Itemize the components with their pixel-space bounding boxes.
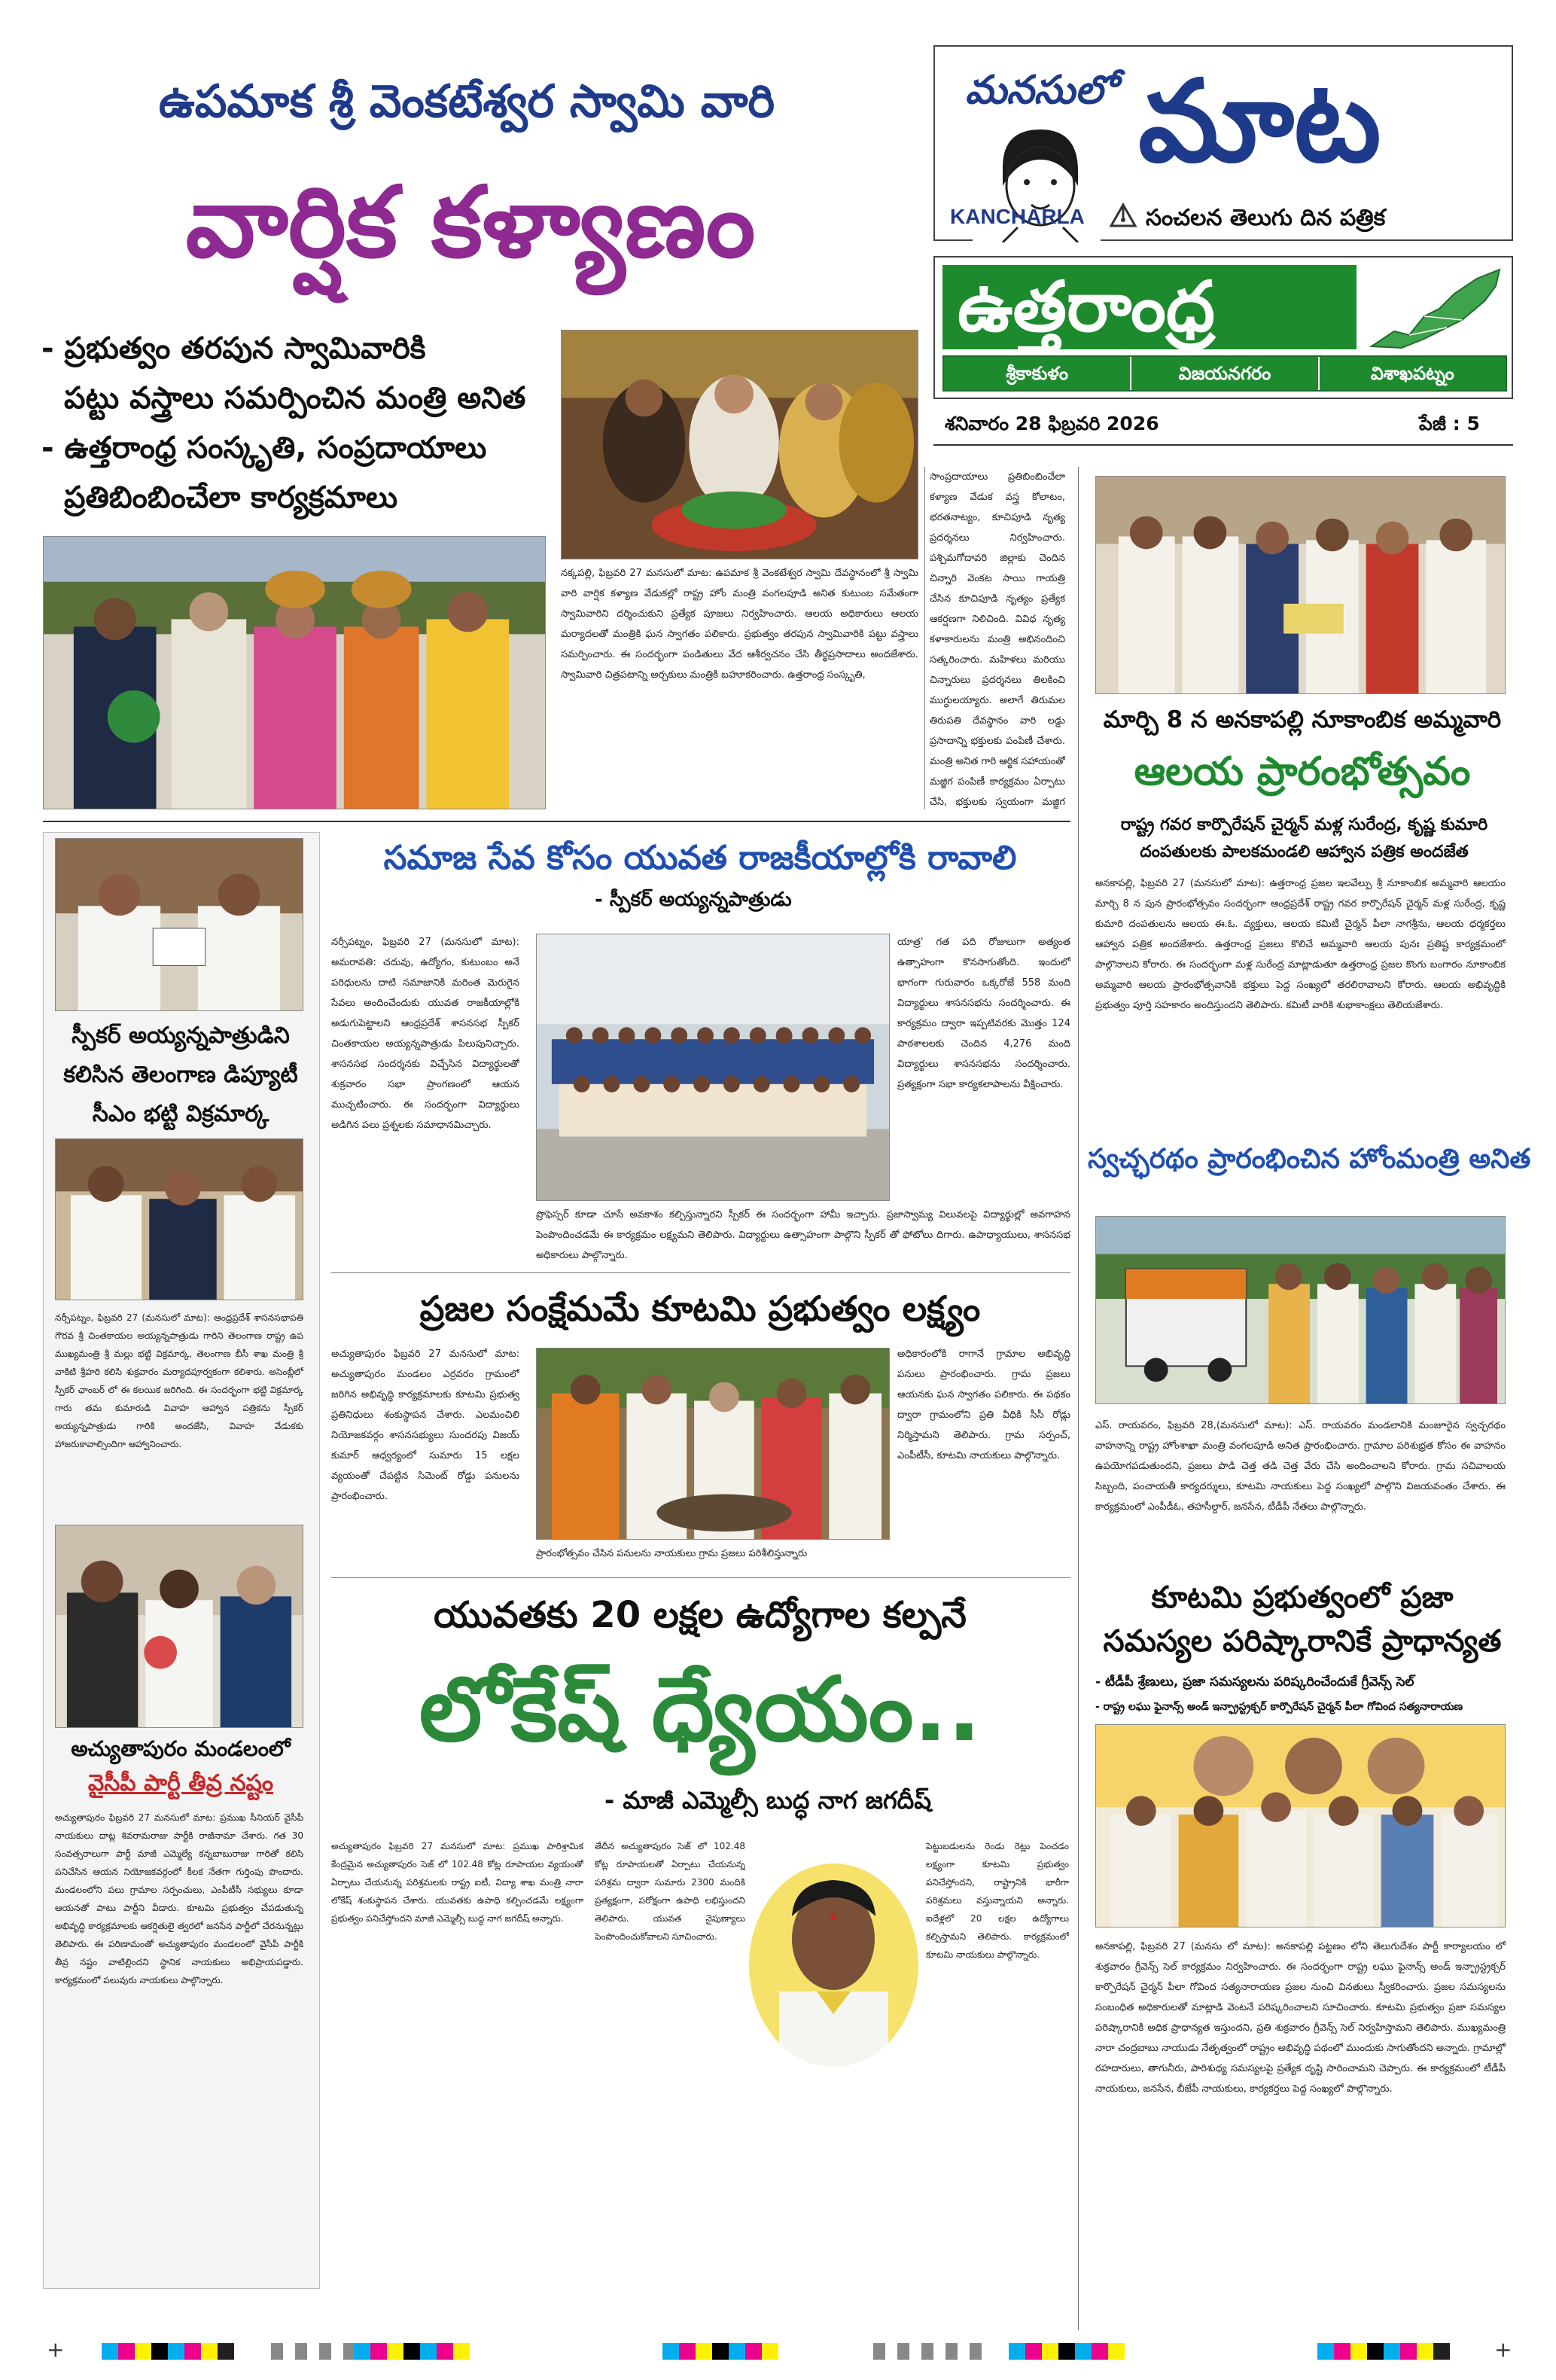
left-body-1: నర్సీపట్నం, ఫిబ్రవరి 27 (మనసులో మాట): ఆంధ్రప్రదేశ్ శాసనసభాపతి గౌరవ శ్రీ చింతకాయల అయ్యన్నపాత్రుడు గారిని తెలంగాణ రాష్ట్ర ఉప ముఖ్యమంత్రి శ్రీ మల్లు భట్టి విక్రమార్క, తెలంగాణ బీసీ శాఖ మంత్రి శ్రీ వాకిటి శ్రీహరి కలిసి శుక్రవారం మర్యాదపూర్వకంగా కలిశారు. అసెంబ్లీలో స్పీకర్ ఛాంబర్ లో ఈ కలయిక జరిగింది. ఈ సందర్భంగా భట్టి విక్రమార్క గారు తమ కుమారుడి వివాహ ఆహ్వాన పత్రికను స్పీకర్ అయ్యన్నపాత్రుడు గారికి అందజేసి, వివాహ వేడుకకు హాజరుకావాల్సిందిగా ఆహ్వానించారు. — [55, 1312, 303, 1449]
district-visakhapatnam: విశాఖపట్నం — [1320, 357, 1506, 390]
center2-photo-caption: ప్రారంభోత్సవం చేసిన పనులను నాయకులు గ్రామ ప్రజలు పరిశీలిస్తున్నారు — [536, 1548, 808, 1559]
left-caption-2b: వైసీపీ పార్టీ తీవ్ర నష్టం — [87, 1770, 274, 1796]
left-caption-2a: అచ్యుతాపురం మండలంలో — [71, 1736, 291, 1761]
center3-headline-2: లోకేష్ ధ్యేయం.. — [419, 1657, 982, 1761]
right-bottom-photo — [1095, 1724, 1506, 1927]
center3-col3: పెట్టుబడులను రెండు రెట్లు పెంచడం లక్ష్యంగా కూటమి ప్రభుత్వం పనిచేస్తోందని, రాష్ట్రానికి భారీగా పరిశ్రమలు వస్తున్నాయని అన్నారు. ఐదేళ్లలో 20 లక్షల ఉద్యోగాలు కల్పిస్తామని తెలిపారు. కార్యక్రమంలో కూటమి నాయకులు పాల్గొన్నారు. — [926, 1841, 1069, 1960]
center2-photo-foundation — [536, 1348, 890, 1540]
center2-body-left: అచ్యుతాపురం ఫిబ్రవరి 27 మనసులో మాట: అచ్యుతాపురం మండలం ఎర్రవరం గ్రామంలో జరిగిన అభివృద్ధి కార్యక్రమాలకు కూటమి ప్రభుత్వ ప్రతినిధులు శంకుస్థాపన చేశారు. ఎలమంచిలి నియోజకవర్గం శాసనసభ్యులు సుందరపు విజయ్ కుమార్ ఆధ్వర్యంలో సుమారు 15 లక్షల వ్యయంతో చేపట్టిన సిమెంట్ రోడ్డు పనులను ప్రారంభించారు. — [331, 1348, 519, 1502]
center3-portrait — [749, 1863, 918, 2067]
district-vizianagaram: విజయనగరం — [1131, 357, 1319, 390]
crop-mark-left: + — [47, 2337, 65, 2362]
center1-photo-students — [536, 934, 890, 1201]
right-top-sub: రాష్ట్ర గవర కార్పొరేషన్ చైర్మన్ మళ్ల సురేంద్ర, కృష్ణ కుమారి దంపతులకు పాలకమండలి ఆహ్వాన పత్రిక అందజేత — [1120, 815, 1488, 861]
right-top-headline: ఆలయ ప్రారంభోత్సవం — [1134, 749, 1471, 794]
right-top-photo — [1095, 476, 1506, 694]
color-bar-1 — [102, 2343, 234, 2360]
masthead-script-line: మనసులో — [965, 68, 1116, 113]
right-column-divider — [1078, 467, 1079, 2330]
center1-headline: సమాజ సేవ కోసం యువత రాజకీయాల్లోకి రావాలి — [383, 839, 1017, 877]
center3-byline: - మాజీ ఎమ్మెల్సీ బుద్ధ నాగ జగదీష్ — [604, 1786, 932, 1815]
lead-kicker: ఉపమాక శ్రీ వెంకటేశ్వర స్వామి వారి — [158, 75, 775, 128]
map-icon — [1364, 264, 1507, 354]
color-bar-7 — [1317, 2343, 1450, 2360]
lead-divider — [924, 467, 925, 809]
right-top-kicker: మార్చి 8 న అనకాపల్లి నూకాంబిక అమ్మవారి — [1103, 706, 1502, 733]
masthead-tagline: సంచలన తెలుగు దిన పత్రిక — [1146, 205, 1386, 231]
center2-headline: ప్రజల సంక్షేమమే కూటమి ప్రభుత్వం లక్ష్యం — [419, 1288, 981, 1329]
lead-photo-ritual — [561, 330, 918, 559]
center1-bottom-rule — [331, 1272, 1070, 1273]
lead-body-col2: సాంప్రదాయాలు ప్రతిబింబించేలా కళ్యాణ వేడుక వస్త్ర కోలాటం, భరతనాట్యం, కూచిపూడి నృత్య ప్రదర్శనలు నిర్వహించారు. పశ్చిమగోదావరి జిల్లాకు చెందిన చిన్నారి వెంకట సాయి గాయత్రి చేసిన కూచిపూడి నృత్యం ప్రత్యేక ఆకర్షణగా నిలిచింది. వివిధ నృత్య కళాకారులను మంత్రి అభినందించి సత్కరించారు. మహిళలు మరియు చిన్నారులు ప్రదర్శనలు తిలకించి ముగ్ధులయ్యారు. అలాగే తిరుమల తిరుపతి దేవస్థానం వారి లడ్డు ప్రసాదాన్ని భక్తులకు పంపిణీ చేశారు. మంత్రి అనిత గారి ఆర్థిక సహాయంతో మజ్జిగ పంపిణీ కార్యక్రమం ఏర్పాటు చేసి, భక్తులకు స్వయంగా మజ్జిగ — [930, 471, 1065, 808]
center1-body-right: యాత్ర' గత పది రోజులుగా అత్యంత ఉత్సాహంగా కొనసాగుతోంది. ఇందులో భాగంగా గురువారం ఒక్కరోజే 558 మంది విద్యార్థులు శాసనసభను సందర్శించారు. ఈ కార్యక్రమం ద్వారా ఇప్పటివరకు మొత్తం 124 పాఠశాలలకు చెందిన 4,276 మంది విద్యార్థులు శాసనసభను సందర్శించారు. ప్రత్యక్షంగా సభా కార్యకలాపాలను వీక్షించారు. — [897, 937, 1070, 1090]
center2-bottom-rule — [331, 1577, 1070, 1578]
district-tabs — [942, 355, 1507, 392]
lead-photo-procession — [43, 536, 546, 809]
right-mid-photo — [1095, 1216, 1506, 1404]
color-bar-6 — [1009, 2343, 1125, 2360]
lead-bottom-rule — [43, 821, 1070, 822]
right-bottom-headline-2: సమస్యల పరిష్కారానికే ప్రాధాన్యత — [1103, 1624, 1502, 1659]
right-bottom-sub-2: - రాష్ట్ర లఘు ఫైనాన్స్ అండ్ ఇన్ఫ్రాస్ట్రక్చర్ కార్పొరేషన్ చైర్మన్ పీలా గోవింద సత్యనారాయణ — [1095, 1701, 1463, 1713]
left-photo-speaker-meeting — [55, 838, 303, 1011]
lead-bullet-4: ప్రతిబింబించేలా కార్యక్రమాలు — [64, 480, 398, 515]
masthead-date-rule — [933, 444, 1513, 446]
lead-bullet-3: - ఉత్తరాంధ్ర సంస్కృతి, సంప్రదాయాలు — [41, 431, 487, 465]
center3-col1: అచ్యుతాపురం ఫిబ్రవరి 27 మనసులో మాట: ప్రముఖ పారిశ్రామిక కేంద్రమైన అచ్యుతాపురం సెజ్ లో 102.48 కోట్ల రూపాయల వ్యయంతో ఏర్పాటు చేయనున్న పరిశ్రమలకు రాష్ట్ర ఐటీ, విద్యా శాఖ మంత్రి నారా లోకేష్ శంకుస్థాపన చేశారు. యువతకు ఉపాధి కల్పించడమే లక్ష్యంగా ప్రభుత్వం పనిచేస్తోందని మాజీ ఎమ్మెల్సీ బుద్ధ నాగ జగదీష్ అన్నారు. — [331, 1841, 583, 1924]
edition-box — [933, 256, 1513, 399]
lead-bullet-1: - ప్రభుత్వం తరపున స్వామివారికి — [41, 331, 426, 366]
pen-nib-icon — [1108, 202, 1138, 229]
right-mid-headline: స్వచ్ఛరథం ప్రారంభించిన హోంమంత్రి అనిత — [1088, 1144, 1531, 1175]
left-caption-1: స్పీకర్ అయ్యన్నపాత్రుడిని కలిసిన తెలంగాణ డిప్యూటీ సీఎం భట్టి విక్రమార్క — [63, 1022, 298, 1127]
center1-byline: - స్పీకర్ అయ్యన్నపాత్రుడు — [595, 888, 792, 911]
masthead-page: పేజీ : 5 — [1419, 413, 1480, 434]
center1-body-left: నర్సీపట్నం, ఫిబ్రవరి 27 (మనసులో మాట): అమరావతి: చదువు, ఉద్యోగం, కుటుంబం అనే పరిధులను దాటి సమాజానికి మరింత మెరుగైన సేవలు అందించేందుకు యువత రాజకీయాల్లోకి అడుగుపెట్టాలని ఆంధ్రప్రదేశ్ శాసనసభ స్పీకర్ చింతకాయల అయ్యన్నపాత్రుడు పిలుపునిచ్చారు. శాసనసభ సందర్శనకు విచ్చేసిన విద్యార్థులతో శుక్రవారం సభా ప్రాంగణంలో ఆయన ముచ్చటించారు. ఈ సందర్భంగా విద్యార్థులు అడిగిన పలు ప్రశ్నలకు సమాధానమిచ్చారు. — [331, 937, 519, 1131]
left-body-2: అచ్యుతాపురం ఫిబ్రవరి 27 మనసులో మాట: ప్రముఖ సీనియర్ వైసీపీ నాయకులు దాట్ల శివరామరాజు పార్టీకి రాజీనామా చేశారు. గత 30 సంవత్సరాలుగా పార్టీ మాజీ ఎమ్మెల్యే కన్నబాబురాజు గారితో కలిసి పనిచేసిన ఆయన నియోజకవర్గంలో కీలక నేతగా గుర్తింపు పొందారు. మండలంలోని పలు గ్రామాల సర్పంచులు, ఎంపీటీసీ సభ్యులు కూడా ఆయనతో పాటు పార్టీని వీడారు. కూటమి ప్రభుత్వం చేపడుతున్న అభివృద్ధి కార్యక్రమాలకు ఆకర్షితులై త్వరలో జనసేన పార్టీలో చేరనున్నట్లు తెలిపారు. ఈ పరిణామంతో అచ్యుతాపురం మండలంలో వైసీపీ పార్టీకి తీవ్ర నష్టం వాటిల్లిందని స్థానిక నాయకులు అభిప్రాయపడ్డారు. కార్యక్రమంలో పలువురు నాయకులు పాల్గొన్నారు. — [55, 1812, 303, 1985]
crop-mark-right: + — [1494, 2337, 1512, 2362]
right-bottom-headline-1: కూటమి ప్రభుత్వంలో ప్రజా — [1151, 1580, 1454, 1615]
masthead-box — [933, 45, 1513, 241]
left-photo-party-join — [55, 1525, 303, 1728]
lead-headline: వార్షిక కళ్యాణం — [185, 165, 756, 279]
masthead-date: శనివారం 28 ఫిబ్రవరి 2026 — [945, 413, 1159, 434]
masthead-person: KANCHARLA — [950, 205, 1085, 228]
masthead-name: మాట — [1138, 56, 1381, 187]
right-bottom-sub-1: - టీడీపీ శ్రేణులు, ప్రజా సమస్యలను పరిష్కరించేందుకే గ్రీవెన్స్ సెల్ — [1095, 1675, 1414, 1690]
lead-body-col1: నక్కపల్లి, ఫిబ్రవరి 27 మనసులో మాట: ఉపమాక శ్రీ వెంకటేశ్వర స్వామి దేవస్థానంలో శ్రీ స్వామి వారి వార్షిక కళ్యాణ వేడుకల్లో రాష్ట్ర హోం మంత్రి వంగలపూడి అనిత కుటుంబ సమేతంగా స్వామివారిని దర్శించుకుని ప్రత్యేక పూజలు నిర్వహించారు. ఆలయ అధికారులు ఆలయ మర్యాదలతో మంత్రికి ఘన స్వాగతం పలికారు. ప్రభుత్వం తరపున స్వామివారికి పట్టు వస్త్రాలు సమర్పించారు. ఈ సందర్భంగా పండితులు వేద ఆశీర్వచనం చేసి తీర్థప్రసాదాలు అందజేశారు. స్వామివారి చిత్రపటాన్ని అర్చకులు మంత్రికి బహూకరించారు. ఉత్తరాంధ్ర సంస్కృతి, — [561, 568, 918, 681]
center3-headline-1: యువతకు 20 లక్షల ఉద్యోగాల కల్పనే — [434, 1594, 967, 1636]
edition-name: ఉత్తరాంధ్ర — [958, 267, 1215, 347]
color-bar-4 — [662, 2343, 778, 2360]
color-bar-5 — [873, 2343, 994, 2360]
district-srikakulam: శ్రీకాకుళం — [944, 357, 1131, 390]
right-mid-body: ఎస్. రాయవరం, ఫిబ్రవరి 28,(మనసులో మాట): ఎస్. రాయవరం మండలానికి మంజూరైన స్వచ్ఛరథం వాహనాన్ని రాష్ట్ర హోంశాఖా మంత్రి వంగలపూడి అనిత ప్రారంభించారు. గ్రామాల పరిశుభ్రత కోసం ఈ వాహనం ఉపయోగపడుతుందని, ప్రజలు పొడి చెత్త తడి చెత్త వేరు చేసి అందించాలని కోరారు. గ్రామ సచివాలయ సిబ్బంది, పంచాయతీ కార్యదర్శులు, కూటమి నాయకులు పెద్ద సంఖ్యలో పాల్గొని విజయవంతం చేశారు. ఈ కార్యక్రమంలో ఎంపీడీఓ, తహసీల్దార్, జనసేన, టీడీపీ నేతలు పాల్గొన్నారు. — [1095, 1420, 1506, 1513]
color-bar-3 — [354, 2343, 470, 2360]
center2-body-right: అధికారంలోకి రాగానే గ్రామాల అభివృద్ధి పనులు ప్రారంభించారు. గ్రామ ప్రజలు ఆయనకు ఘన స్వాగతం పలికారు. ఈ పథకం ద్వారా గ్రామంలోని ప్రతి వీధికి సీసీ రోడ్లు నిర్మిస్తామని తెలిపారు. గ్రామ సర్పంచ్, ఎంపీటీసీ, కూటమి నాయకులు పాల్గొన్నారు. — [897, 1348, 1070, 1461]
center3-col2: తేదీన అచ్యుతాపురం సెజ్ లో 102.48 కోట్ల రూపాయలతో ఏర్పాటు చేయనున్న పరిశ్రమ ద్వారా సుమారు 2300 మందికి ప్రత్యక్షంగా, పరోక్షంగా ఉపాధి లభిస్తుందని తెలిపారు. యువత నైపుణ్యాలు పెంపొందించుకోవాలని సూచించారు. — [595, 1841, 745, 1942]
right-top-body: అనకాపల్లి, ఫిబ్రవరి 27 (మనసులో మాట): ఉత్తరాంధ్ర ప్రజల ఇలవేల్పు శ్రీ నూకాంబిక అమ్మవారి ఆలయం మార్చి 8 న పున ప్రారంభోత్సవం సందర్భంగా ఆంధ్రప్రదేశ్ రాష్ట్ర గవర కార్పొరేషన్ చైర్మన్ మళ్ల సురేంద్ర, కృష్ణ కుమారి దంపతులను ఆలయ ఈ.ఓ. వ్యక్తులు, ఆలయ కమిటీ చైర్మన్ పీలా నాగశ్రీను, ఆలయ ధర్మకర్తలు ఆహ్వాన పత్రిక అందజేశారు. ఉత్తరాంధ్ర ప్రజలు కొలిచే అమ్మవారి ఆలయ పునః ప్రతిష్ట కార్యక్రమంలో పాల్గొనాలని కోరారు. ఈ సందర్భంగా మళ్ల సురేంద్ర మాట్లాడుతూ ఉత్తరాంధ్ర ప్రజల కొంగు బంగారం నూకాంబిక అమ్మవారి ఆలయ ప్రారంభోత్సవానికి భక్తులు పెద్ద సంఖ్యలో తరలిరావాలని కోరారు. ఆలయ అభివృద్ధికి ప్రభుత్వం పూర్తి సహకారం అందిస్తుందని తెలిపారు. కమిటీ వారికి శుభాకాంక్షలు తెలియజేశారు. — [1095, 878, 1506, 1011]
lead-bullet-2: పట్టు వస్త్రాలు సమర్పించిన మంత్రి అనిత — [64, 381, 526, 416]
right-bottom-body: అనకాపల్లి, ఫిబ్రవరి 27 (మనసు లో మాట): అనకాపల్లి పట్టణం లోని తెలుగుదేశం పార్టీ కార్యాలయం లో శుక్రవారం గ్రీవెన్స్ సెల్ కార్యక్రమం నిర్వహించారు. ఈ సందర్భంగా రాష్ట్ర లఘు ఫైనాన్స్ అండ్ ఇన్ఫ్రాస్ట్రక్చర్ కార్పొరేషన్ చైర్మన్ పీలా గోవింద సత్యనారాయణ ప్రజల నుంచి వినతులు స్వీకరించారు. ప్రజల సమస్యలను సంబంధిత అధికారులతో మాట్లాడి వెంటనే పరిష్కరించాలని సూచించారు. కూటమి ప్రభుత్వం ప్రజా సమస్యల పరిష్కారానికి అధిక ప్రాధాన్యత ఇస్తుందని, ప్రతి శుక్రవారం గ్రీవెన్స్ సెల్ నిర్వహిస్తామని తెలిపారు. ముఖ్యమంత్రి నారా చంద్రబాబు నాయుడు నేతృత్వంలో రాష్ట్రం అభివృద్ధి పథంలో ముందుకు సాగుతోందని అన్నారు. గ్రామాల్లో రహదారులు, తాగునీరు, పారిశుధ్య సమస్యలపై ప్రత్యేక దృష్టి సారించామని చెప్పారు. ఈ కార్యక్రమంలో టీడీపీ నాయకులు, జనసేన, బీజేపీ నాయకులు, కార్యకర్తలు పెద్ద సంఖ్యలో పాల్గొన్నారు. — [1095, 1941, 1506, 2095]
lead-bullets — [41, 324, 561, 523]
left-photo-handshake — [55, 1138, 303, 1300]
center1-body-bottom: ప్రొఫెస్సర్ కూడా చూసే అవకాశం కల్పిస్తున్నారని స్పీకర్ ఈ సందర్భంగా హామీ ఇచ్చారు. ప్రజాస్వామ్య విలువలపై విద్యార్థుల్లో అవగాహన పెంపొందించడమే ఈ కార్యక్రమం లక్ష్యమని తెలిపారు. విద్యార్థులు ఉత్సాహంగా పాల్గొని స్పీకర్ తో ఫోటోలు దిగారు. ఉపాధ్యాయులు, శాసనసభ అధికారులు పాల్గొన్నారు. — [536, 1209, 1070, 1261]
